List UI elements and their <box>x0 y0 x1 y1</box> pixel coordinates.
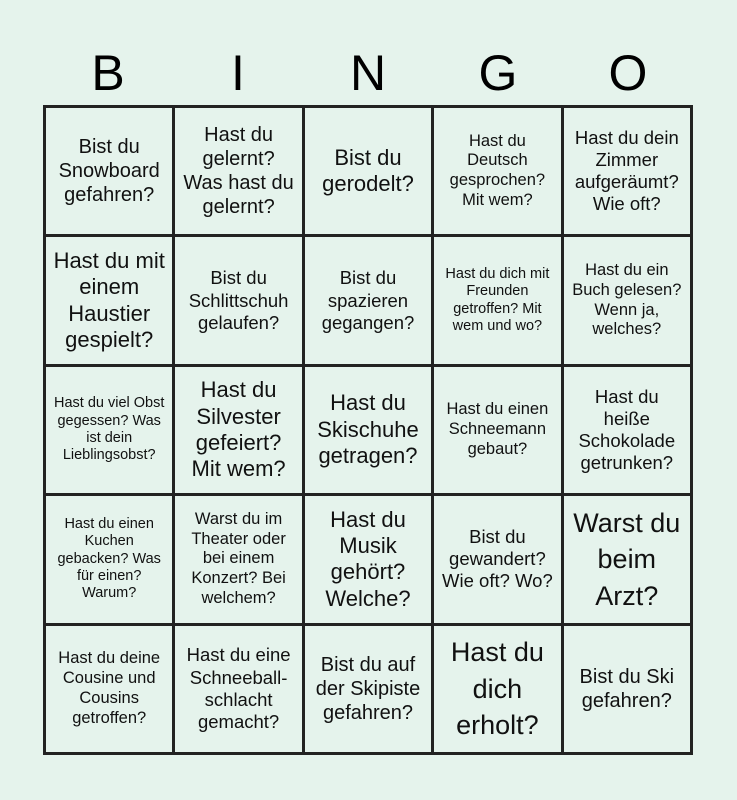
cell-text: Warst du beim Arzt? <box>573 507 681 611</box>
bingo-cell[interactable] <box>175 237 301 363</box>
header-letter-i: I <box>231 45 245 101</box>
bingo-cell[interactable] <box>564 367 690 493</box>
cell-text: Bist du gewandert? Wie oft? Wo? <box>442 526 553 592</box>
bingo-cell[interactable] <box>175 626 301 752</box>
cell-text: Bist du gerodelt? <box>322 144 414 197</box>
bingo-cell[interactable] <box>434 496 560 622</box>
bingo-cell[interactable] <box>564 626 690 752</box>
bingo-cell[interactable] <box>564 108 690 234</box>
bingo-cell[interactable] <box>305 626 431 752</box>
cell-text: Warst du im Theater oder bei einem Konzert? Bei welchem? <box>191 509 286 608</box>
cell-text: Hast du mit einem Haustier gespielt? <box>53 247 165 352</box>
cell-text: Bist du Snowboard gefahren? <box>58 136 160 207</box>
bingo-grid <box>43 105 693 755</box>
bingo-cell[interactable] <box>434 108 560 234</box>
cell-text: Bist du Schlittschuh gelaufen? <box>188 267 289 333</box>
cell-text: Bist du auf der Skipiste gefahren? <box>315 653 421 724</box>
bingo-cell[interactable] <box>46 367 172 493</box>
bingo-cell[interactable] <box>305 108 431 234</box>
cell-text: Hast du Deutsch gesprochen? Mit wem? <box>449 131 546 209</box>
cell-text: Hast du deine Cousine und Cousins getroffen? <box>58 649 161 727</box>
cell-text: Hast du ein Buch gelesen? Wenn ja, welches? <box>572 261 682 339</box>
cell-text: Hast du Musik gehört? Welche? <box>325 506 411 611</box>
bingo-cell[interactable] <box>305 496 431 622</box>
bingo-cell[interactable] <box>46 108 172 234</box>
bingo-cell[interactable] <box>305 367 431 493</box>
bingo-cell[interactable] <box>434 367 560 493</box>
bingo-cell[interactable] <box>434 237 560 363</box>
bingo-cell[interactable] <box>46 237 172 363</box>
cell-text: Hast du Skischuhe getragen? <box>317 390 419 469</box>
header-letter-o: O <box>608 45 648 101</box>
cell-text: Hast du viel Obst gegessen? Was ist dein Lieblingsobst? <box>53 395 165 464</box>
bingo-cell[interactable] <box>175 367 301 493</box>
cell-text: Hast du gelernt? Was hast du gelernt? <box>183 124 294 219</box>
cell-text: Hast du heiße Schokolade getrunken? <box>578 385 676 474</box>
cell-text: Hast du einen Kuchen gebacken? Was für einen? Warum? <box>57 515 161 602</box>
cell-text: Hast du einen Schneemann gebaut? <box>446 400 549 458</box>
cell-text: Bist du Ski gefahren? <box>579 665 675 712</box>
bingo-cell[interactable] <box>175 496 301 622</box>
header-letter-b: B <box>91 45 125 101</box>
bingo-cell[interactable] <box>564 496 690 622</box>
cell-text: Bist du spazieren gegangen? <box>321 267 415 333</box>
cell-text: Hast du dich mit Freunden getroffen? Mit wem und wo? <box>445 265 550 334</box>
cell-text: Hast du dein Zimmer aufgeräumt? Wie oft? <box>574 126 679 215</box>
cell-text: Hast du Silvester gefeiert? Mit wem? <box>191 377 286 482</box>
cell-text: Hast du eine Schneeball-schlacht gemacht? <box>186 644 291 732</box>
bingo-cell[interactable] <box>564 237 690 363</box>
bingo-cell[interactable] <box>305 237 431 363</box>
bingo-cell[interactable] <box>46 626 172 752</box>
bingo-header <box>43 42 693 104</box>
bingo-cell[interactable] <box>46 496 172 622</box>
header-letter-n: N <box>349 45 387 101</box>
bingo-cell[interactable] <box>434 626 560 752</box>
bingo-cell[interactable] <box>175 108 301 234</box>
header-letter-g: G <box>478 45 518 101</box>
cell-text: Hast du dich erholt? <box>450 637 544 741</box>
